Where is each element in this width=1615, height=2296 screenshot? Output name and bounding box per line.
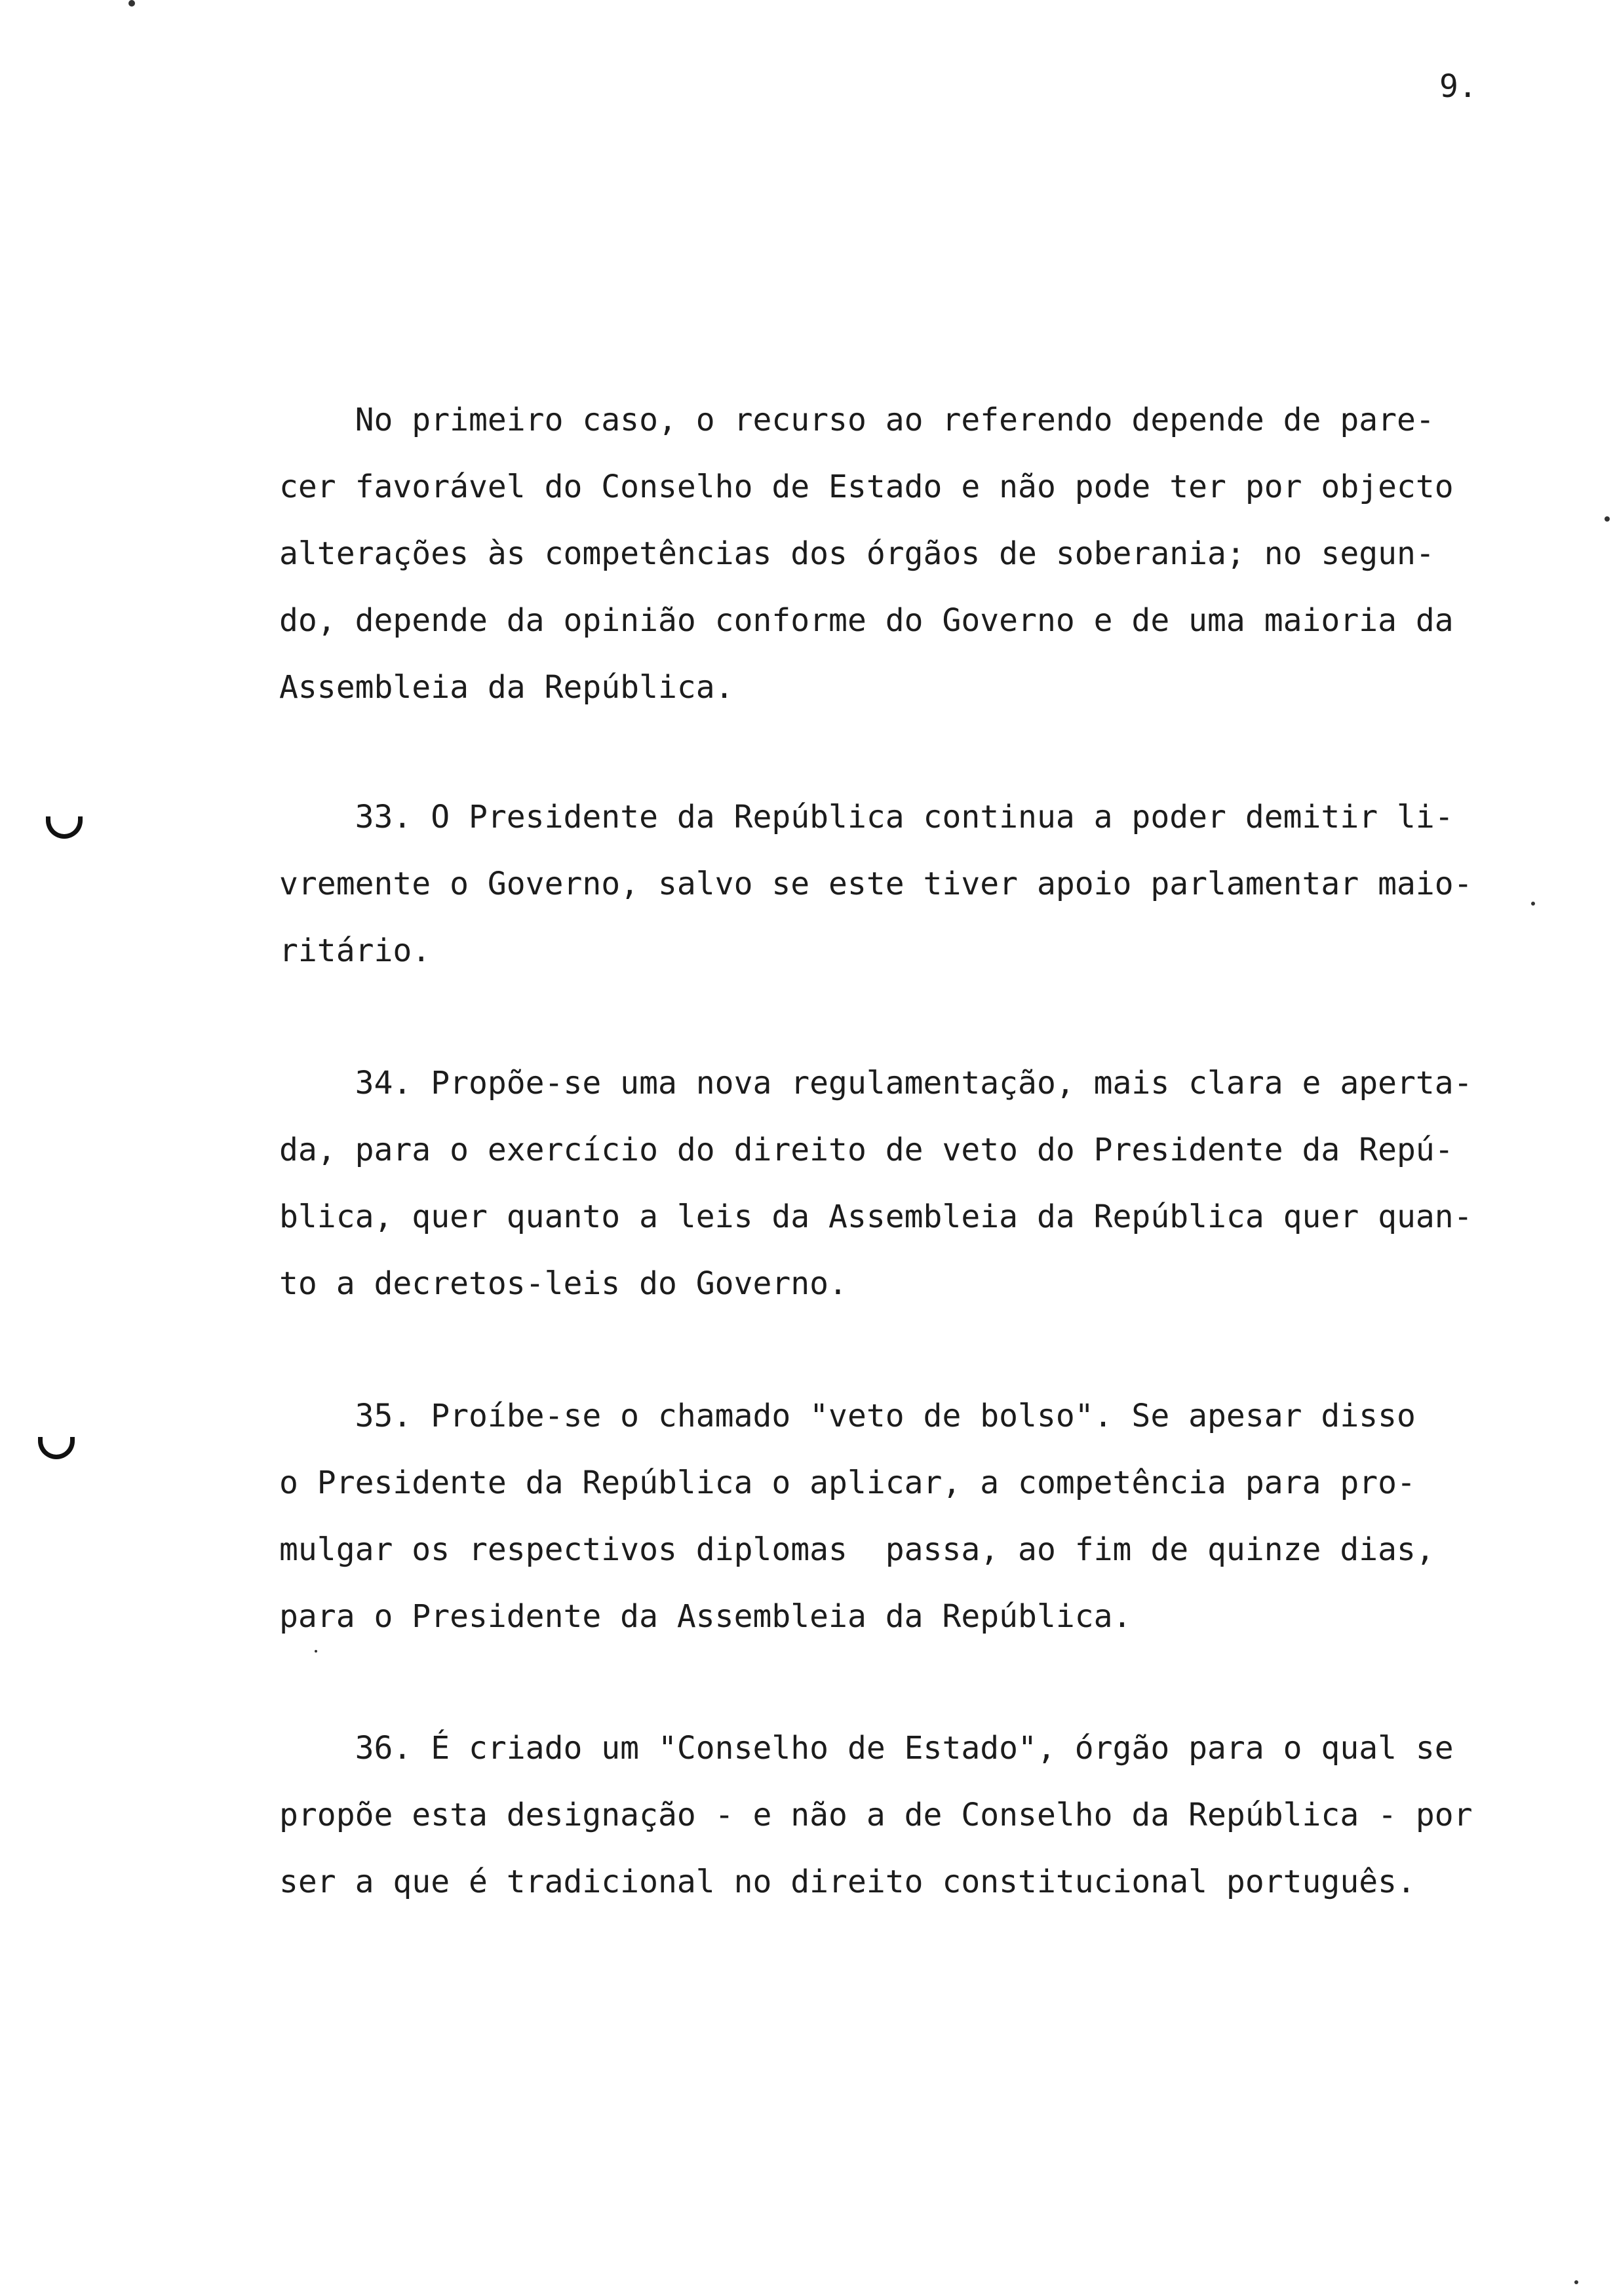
paragraph-referendo	[279, 387, 1525, 721]
paragraph-33	[279, 784, 1525, 984]
scan-speck	[1605, 516, 1610, 522]
text-line: para o Presidente da Assembleia da República.	[279, 1598, 1132, 1635]
text-line: o Presidente da República o aplicar, a competência para pro-	[279, 1464, 1416, 1501]
scan-speck	[1531, 902, 1535, 906]
text-line: 34. Propõe-se uma nova regulamentação, mais clara e aperta-	[279, 1065, 1473, 1101]
scan-speck	[1574, 2280, 1578, 2284]
text-line: alterações às competências dos órgãos de soberania; no segun-	[279, 535, 1435, 572]
scan-speck	[315, 1650, 317, 1653]
text-line: ritário.	[279, 932, 431, 969]
text-line: mulgar os respectivos diplomas passa, ao fim de quinze dias,	[279, 1531, 1435, 1568]
paragraph-35	[279, 1383, 1525, 1650]
text-line: to a decretos-leis do Governo.	[279, 1265, 847, 1302]
text-line: da, para o exercício do direito de veto do Presidente da Repú-	[279, 1132, 1454, 1168]
text-line: No primeiro caso, o recurso ao referendo depende de pare-	[279, 402, 1435, 438]
page-number: 9.	[1439, 68, 1477, 105]
text-line: vremente o Governo, salvo se este tiver apoio parlamentar maio-	[279, 866, 1473, 902]
text-line: ser a que é tradicional no direito constitucional português.	[279, 1864, 1416, 1900]
scan-speck	[128, 0, 135, 7]
punch-hole-mark	[46, 816, 83, 839]
text-line: cer favorável do Conselho de Estado e não pode ter por objecto	[279, 469, 1454, 505]
punch-hole-mark	[38, 1437, 75, 1459]
text-line: Assembleia da República.	[279, 669, 734, 706]
text-line: blica, quer quanto a leis da Assembleia da República quer quan-	[279, 1198, 1473, 1235]
text-line: 33. O Presidente da República continua a poder demitir li-	[279, 799, 1454, 835]
text-line: 36. É criado um "Conselho de Estado", órgão para o qual se	[279, 1730, 1454, 1767]
text-line: do, depende da opinião conforme do Governo e de uma maioria da	[279, 602, 1454, 639]
text-line: propõe esta designação - e não a de Conselho da República - por	[279, 1797, 1473, 1833]
text-line: 35. Proíbe-se o chamado "veto de bolso". Se apesar disso	[279, 1398, 1416, 1434]
paragraph-36	[279, 1715, 1525, 1915]
paragraph-34	[279, 1050, 1525, 1317]
